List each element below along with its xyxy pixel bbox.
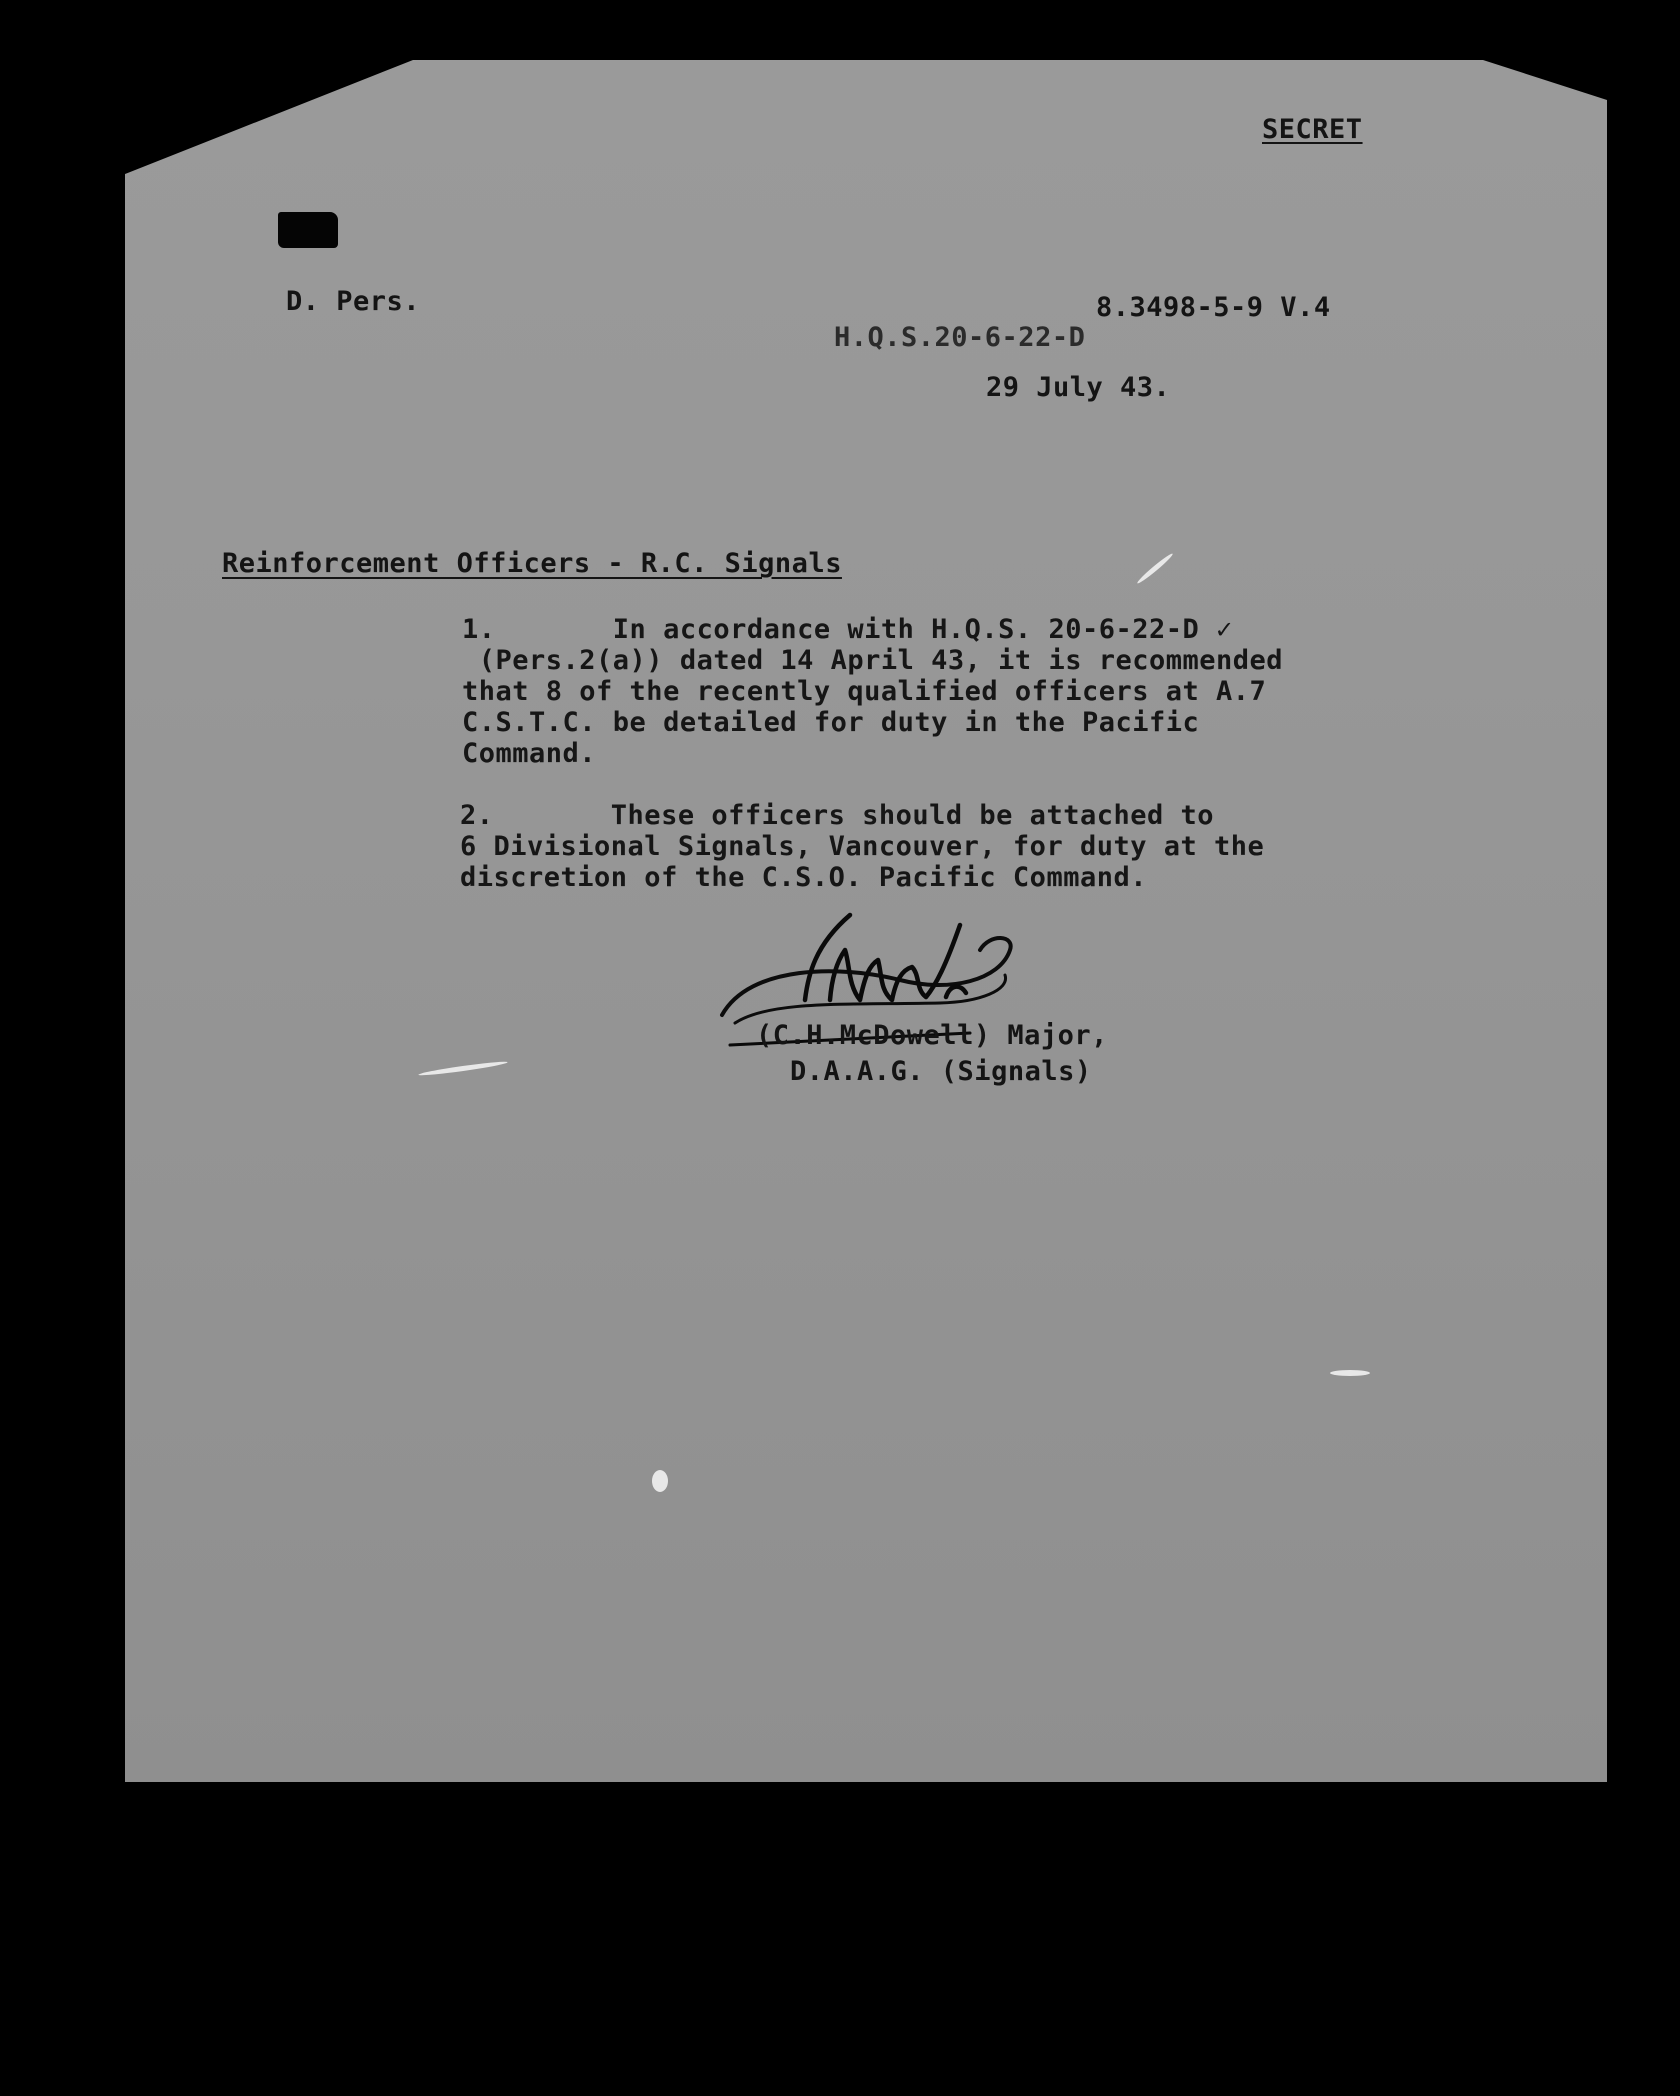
subject-heading: Reinforcement Officers - R.C. Signals [222, 548, 842, 579]
file-reference: 8.3498-5-9 V.4 [1096, 292, 1331, 323]
document-date: 29 July 43. [986, 372, 1171, 403]
redaction-mark [278, 212, 338, 248]
signatory-title: D.A.A.G. (Signals) [790, 1056, 1092, 1087]
classification-marking: SECRET [1262, 114, 1363, 145]
addressee: D. Pers. [286, 286, 421, 317]
signatory-name: (C.H.McDowell) Major, [756, 1020, 1108, 1051]
file-reference: H.Q.S.20-6-22-D [834, 322, 1086, 353]
paragraph: 2. These officers should be attached to 6 Divisional Signals, Vancouver, for duty at the discretion of the C.S.O. Pacific Command. [460, 800, 1265, 893]
paper-blemish [1330, 1370, 1370, 1376]
paper-blemish [652, 1470, 668, 1492]
paragraph: 1. In accordance with H.Q.S. 20-6-22-D ✓ (Pers.2(a)) dated 14 April 43, it is recommended that 8 of the recently qualified officers at A.7 C.S.T.C. be detailed for duty in the Pacific Command. [462, 614, 1284, 769]
